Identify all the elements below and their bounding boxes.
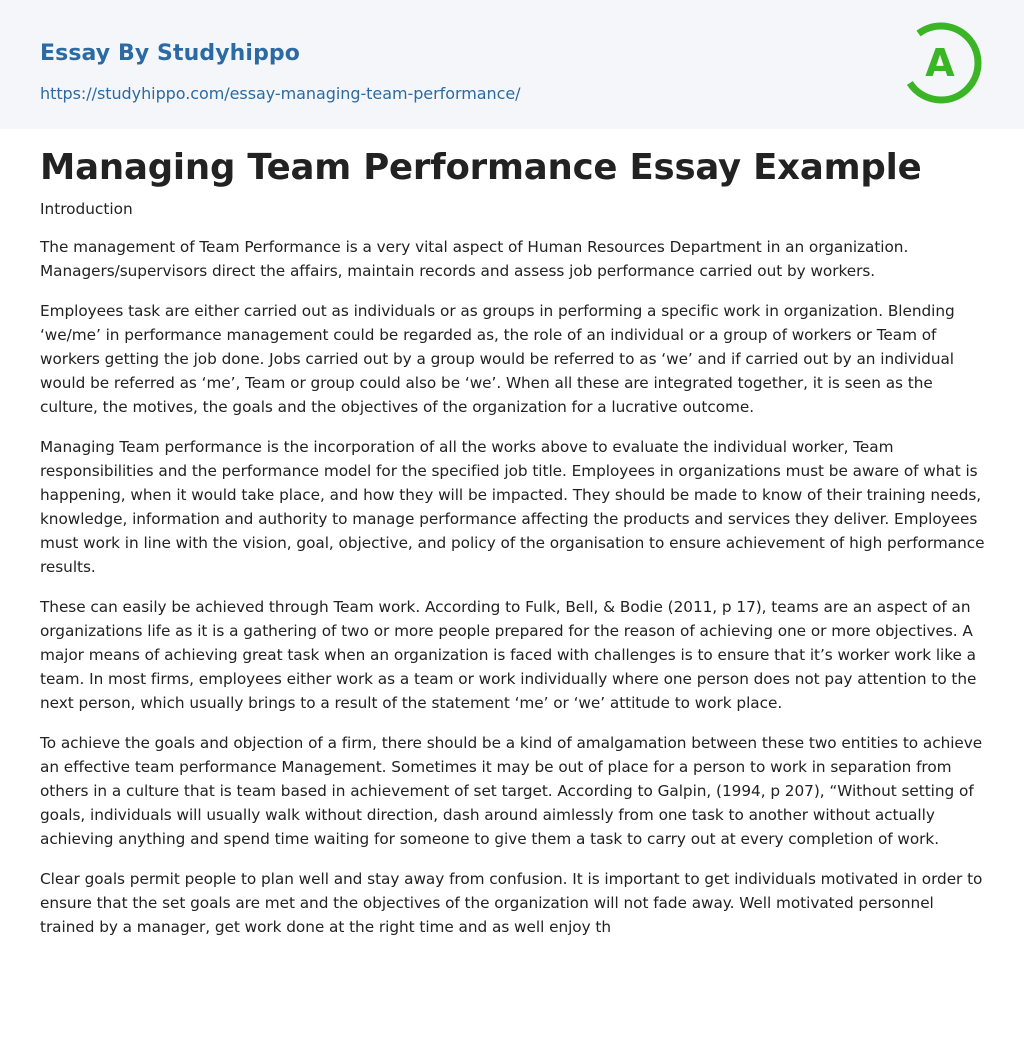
essay-paragraph: The management of Team Performance is a very vital aspect of Human Resources Department in an organization. Managers/supervisors direct the affairs, maintain records and assess job performance carried out by workers. (40, 238, 909, 280)
essay-paragraph: Managing Team performance is the incorporation of all the works above to evaluate the individual worker, Team responsibilities and the performance model for the specified job title. Employees in organizations must be aware of what is happening, when it would take place, and how they will be impacted. They should be made to know of their training needs, knowledge, information and authority to manage performance affecting the products and services they deliver. Employees must work in line with the vision, goal, objective, and policy of the organisation to ensure achievement of high performance results. (40, 438, 985, 576)
logo-letter: A (925, 41, 955, 85)
site-title[interactable]: Essay By Studyhippo (40, 41, 300, 66)
essay-paragraph: These can easily be achieved through Team work. According to Fulk, Bell, & Bodie (2011, p 17), teams are an aspect of an organizations life as it is a gathering of two or more people prepared for the reason of achieving one or more objectives. A major means of achieving great task when an organization is faced with challenges is to ensure that it’s worker work like a team. In most firms, employees either work as a team or work individually where one person does not pay attention to the next person, which usually brings to a result of the statement ‘me’ or ‘we’ attitude to work place. (40, 598, 977, 712)
essay-paragraph: Employees task are either carried out as individuals or as groups in performing a specific work in organization. Blending ‘we/me’ in performance management could be regarded as, the role of an individual or a group of workers or Team of workers getting the job done. Jobs carried out by a group would be referred to as ‘we’ and if carried out by an individual would be referred as ‘me’, Team or group could also be ‘we’. When all these are integrated together, it is seen as the culture, the motives, the goals and the objectives of the organization for a lucrative outcome. (40, 302, 955, 416)
essay-url-link[interactable]: https://studyhippo.com/essay-managing-team-performance/ (40, 84, 521, 103)
site-header (0, 0, 1024, 129)
essay-paragraph: Clear goals permit people to plan well and stay away from confusion. It is important to get individuals motivated in order to ensure that the set goals are met and the objectives of the organization will not fade away. Well motivated personnel trained by a manager, get work done at the right time and as well enjoy th (40, 870, 983, 936)
section-label-introduction: Introduction (40, 200, 133, 218)
essay-content (40, 146, 986, 939)
page-title: Managing Team Performance Essay Example (40, 147, 922, 188)
essay-paragraph: To achieve the goals and objection of a firm, there should be a kind of amalgamation between these two entities to achieve an effective team performance Management. Sometimes it may be out of place for a person to work in separation from others in a culture that is team based in achievement of set target. According to Galpin, (1994, p 207), “Without setting of goals, individuals will usually walk without direction, dash around aimlessly from one task to another without actually achieving anything and spend time waiting for someone to give them a task to carry out at every completion of work. (40, 734, 983, 848)
studyhippo-logo-icon[interactable] (896, 18, 986, 108)
